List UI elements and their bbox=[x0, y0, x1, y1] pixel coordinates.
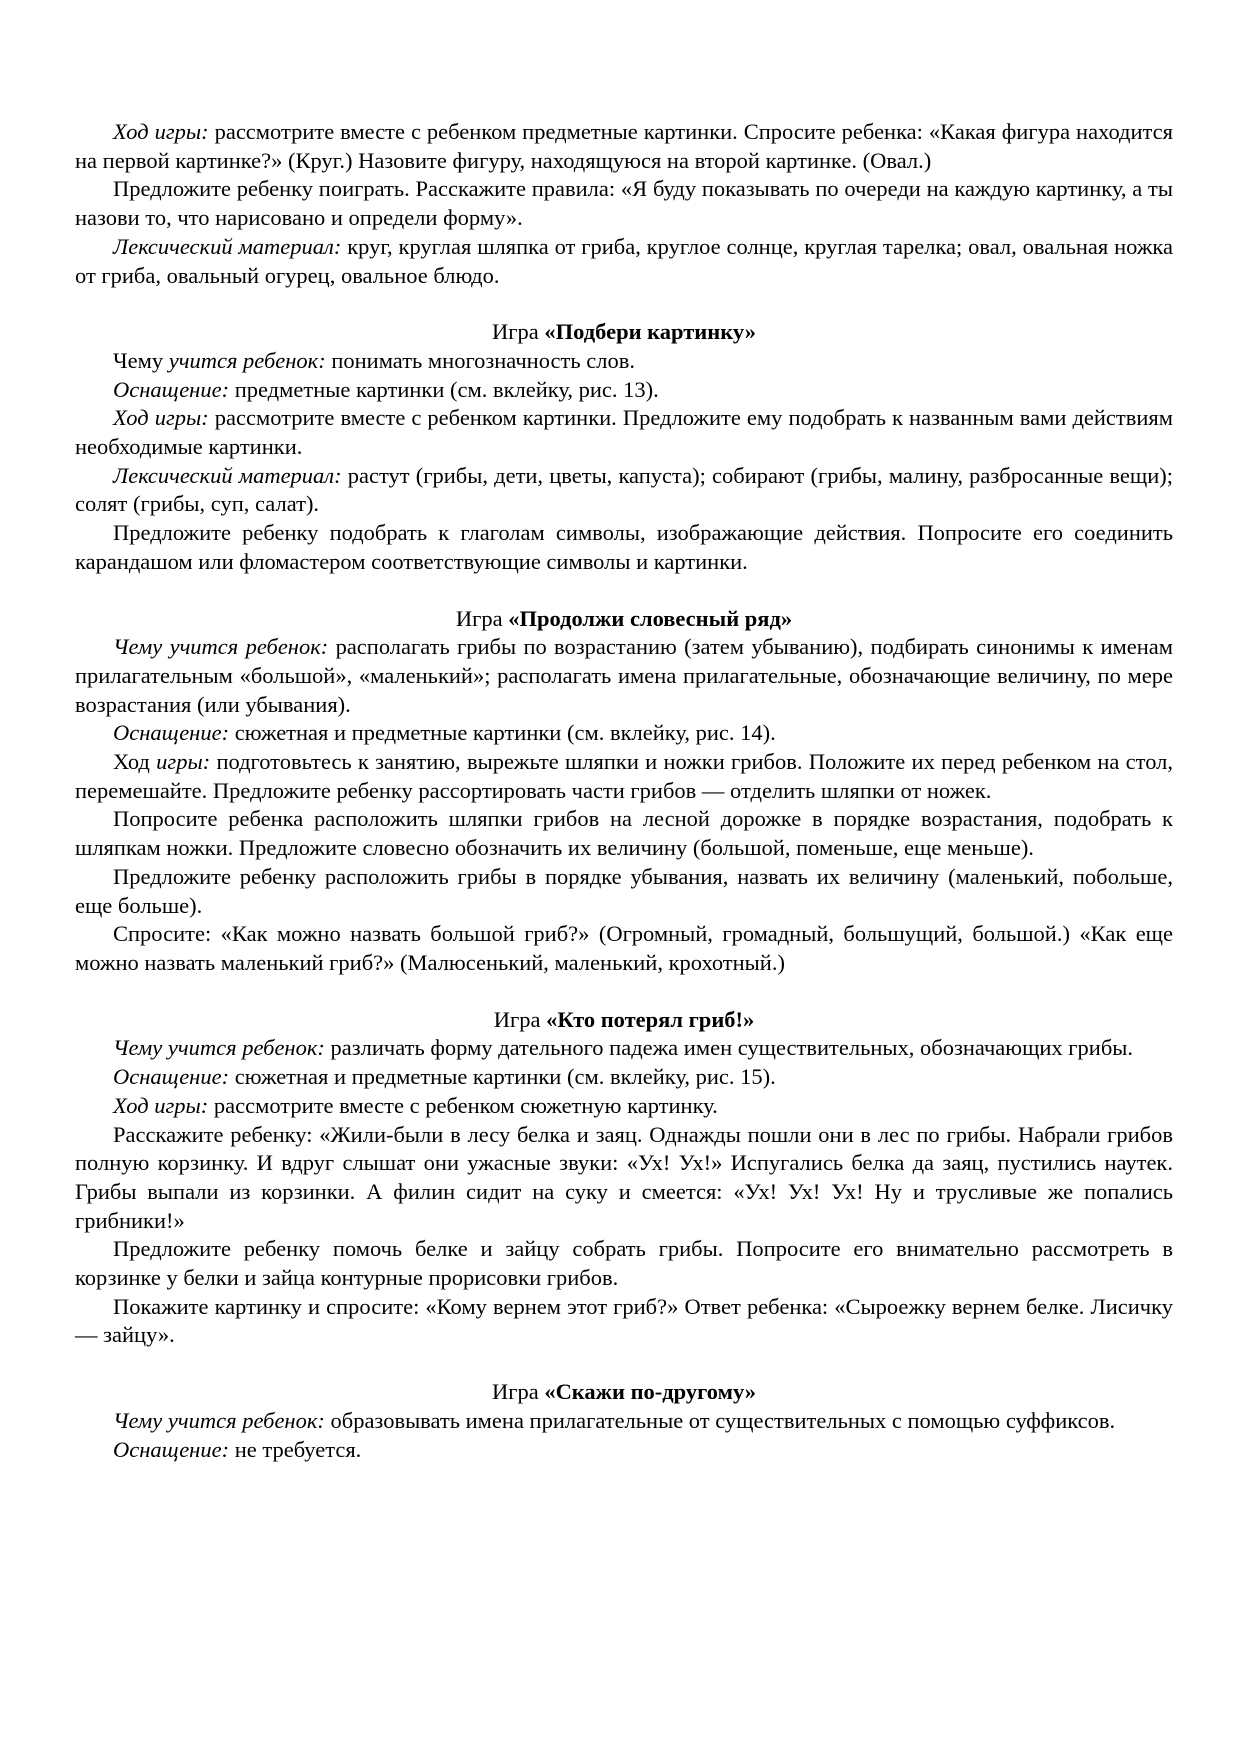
game2-paragraph-4 bbox=[75, 805, 1173, 862]
heading-prefix: Игра bbox=[493, 1006, 547, 1032]
paragraph-text: Предложите ребенку помочь белке и зайцу собрать грибы. Попросите его внимательно рассмотреть в корзинке у белки и зайца контурные прорисовки грибов. bbox=[75, 1236, 1173, 1291]
document-page bbox=[75, 118, 1173, 1464]
intro-paragraph-3 bbox=[75, 233, 1173, 290]
heading-prefix: Игра bbox=[492, 319, 545, 345]
game3-paragraph-4 bbox=[75, 1121, 1173, 1236]
paragraph-text: Ход bbox=[113, 749, 157, 775]
section-label: Оснащение: bbox=[113, 1064, 230, 1090]
section-label: Чему учится ребенок: bbox=[113, 634, 329, 660]
paragraph-text: растут (грибы, дети, цветы, капуста); собирают (грибы, малину, разбросанные вещи); солят (грибы, суп, салат). bbox=[75, 462, 1173, 517]
game2-paragraph-2 bbox=[75, 719, 1173, 748]
section-label: Лексический материал: bbox=[113, 462, 342, 488]
heading-title: «Подбери картинку» bbox=[544, 319, 756, 345]
section-label: Ход игры: bbox=[113, 405, 209, 431]
game4-paragraph-1 bbox=[75, 1407, 1173, 1436]
section-label: Оснащение: bbox=[113, 1436, 230, 1462]
paragraph-text: Чему bbox=[113, 347, 169, 373]
paragraph-text: круг, круглая шляпка от гриба, круглое солнце, круглая тарелка; овал, овальная ножка от гриба, овальный огурец, овальное блюдо. bbox=[75, 233, 1173, 288]
paragraph-text: Предложите ребенку расположить грибы в порядке убывания, назвать их величину (маленький, побольше, еще больше). bbox=[75, 863, 1173, 918]
game3-paragraph-5 bbox=[75, 1235, 1173, 1292]
paragraph-text: Предложите ребенку поиграть. Расскажите правила: «Я буду показывать по очереди на каждую картинку, а ты назови то, что нарисовано и определи форму». bbox=[75, 176, 1173, 231]
game2-paragraph-3 bbox=[75, 748, 1173, 805]
game3-paragraph-3 bbox=[75, 1092, 1173, 1121]
game1-paragraph-3 bbox=[75, 404, 1173, 461]
section-label: Чему учится ребенок: bbox=[113, 1035, 325, 1061]
heading-title: «Продолжи словесный ряд» bbox=[508, 605, 793, 631]
section-label: Оснащение: bbox=[113, 376, 230, 402]
game3-paragraph-6 bbox=[75, 1293, 1173, 1350]
paragraph-text: рассмотрите вместе с ребенком предметные картинки. Спросите ребенка: «Какая фигура находится на первой картинке?» (Круг.) Назовите фигуру, находящуюся на второй картинке. (Овал.) bbox=[75, 119, 1173, 173]
intro-paragraph-2 bbox=[75, 175, 1173, 232]
paragraph-text: понимать многозначность слов. bbox=[325, 347, 635, 373]
paragraph-text: Спросите: «Как можно назвать большой гриб?» (Огромный, громадный, большущий, большой.) «Как еще можно назвать маленький гриб?» (Малюсенький, маленький, крохотный.) bbox=[75, 921, 1173, 975]
game-heading-podberi-kartinku bbox=[75, 318, 1173, 347]
paragraph-text: предметные картинки (см. вклейку, рис. 13). bbox=[229, 376, 659, 402]
game-heading-skazhi-po-drugomu bbox=[75, 1378, 1173, 1407]
paragraph-text: Покажите картинку и спросите: «Кому вернем этот гриб?» Ответ ребенка: «Сыроежку вернем белке. Лисичку — зайцу». bbox=[75, 1293, 1173, 1348]
heading-prefix: Игра bbox=[455, 605, 509, 631]
paragraph-text: сюжетная и предметные картинки (см. вклейку, рис. 15). bbox=[229, 1064, 776, 1090]
section-label: Чему учится ребенок: bbox=[113, 1407, 325, 1433]
section-label: Лексический материал: bbox=[113, 233, 342, 259]
section-label: Ход игры: bbox=[113, 1092, 209, 1118]
paragraph-text: сюжетная и предметные картинки (см. вклейку, рис. 14). bbox=[229, 720, 776, 746]
game1-paragraph-1 bbox=[75, 347, 1173, 376]
paragraph-text: образовывать имена прилагательные от существительных с помощью суффиксов. bbox=[324, 1407, 1116, 1433]
game2-paragraph-6 bbox=[75, 920, 1173, 977]
paragraph-text: располагать грибы по возрастанию (затем убыванию), подбирать синонимы к именам прилагательным «большой», «маленький»; располагать имена прилагательные, обозначающие величину, по мере возрастания (или убывания). bbox=[75, 634, 1173, 717]
paragraph-text: Попросите ребенка расположить шляпки грибов на лесной дорожке в порядке возрастания, подобрать к шляпкам ножки. Предложите словесно обозначить их величину (большой, поменьше, еще меньше). bbox=[75, 806, 1173, 861]
game1-paragraph-4 bbox=[75, 462, 1173, 519]
game3-paragraph-2 bbox=[75, 1063, 1173, 1092]
paragraph-text: различать форму дательного падежа имен существительных, обозначающих грибы. bbox=[324, 1035, 1134, 1061]
game-heading-prodolzhi-slovesnyj-ryad bbox=[75, 605, 1173, 634]
intro-paragraph-1 bbox=[75, 118, 1173, 175]
heading-title: «Кто потерял гриб!» bbox=[546, 1006, 755, 1032]
section-label: Ход игры: bbox=[113, 119, 209, 144]
paragraph-text: Расскажите ребенку: «Жили-были в лесу белка и заяц. Однажды пошли они в лес по грибы. Набрали грибов полную корзинку. И вдруг слышат они ужасные звуки: «Ух! Ух!» Испугались белка да заяц, пустились наутек. Грибы выпали из корзинки. А филин сидит на суку и смеется: «Ух! Ух! Ух! Ну и трусливые же попались грибники!» bbox=[75, 1121, 1173, 1233]
game4-paragraph-2 bbox=[75, 1436, 1173, 1465]
paragraph-text: Предложите ребенку подобрать к глаголам символы, изображающие действия. Попросите его соединить карандашом или фломастером соответствующие символы и картинки. bbox=[75, 520, 1173, 574]
section-label: игры: bbox=[156, 749, 211, 775]
game3-paragraph-1 bbox=[75, 1034, 1173, 1063]
heading-prefix: Игра bbox=[491, 1379, 545, 1405]
game1-paragraph-5 bbox=[75, 519, 1173, 576]
paragraph-text: подготовьтесь к занятию, вырежьте шляпки и ножки грибов. Положите их перед ребенком на стол, перемешайте. Предложите ребенку рассортировать части грибов — отделить шляпки от ножек. bbox=[75, 749, 1173, 803]
paragraph-text: не требуется. bbox=[229, 1436, 362, 1462]
game-heading-kto-poteryal-grib bbox=[75, 1006, 1173, 1035]
game2-paragraph-5 bbox=[75, 863, 1173, 920]
game2-paragraph-1 bbox=[75, 633, 1173, 719]
section-label: Оснащение: bbox=[113, 720, 230, 746]
paragraph-text: рассмотрите вместе с ребенком картинки. Предложите ему подобрать к названным вами действиям необходимые картинки. bbox=[75, 405, 1174, 460]
paragraph-text: рассмотрите вместе с ребенком сюжетную картинку. bbox=[208, 1092, 718, 1118]
game1-paragraph-2 bbox=[75, 376, 1173, 405]
section-label: учится ребенок: bbox=[168, 347, 326, 373]
heading-title: «Скажи по-другому» bbox=[544, 1379, 757, 1405]
